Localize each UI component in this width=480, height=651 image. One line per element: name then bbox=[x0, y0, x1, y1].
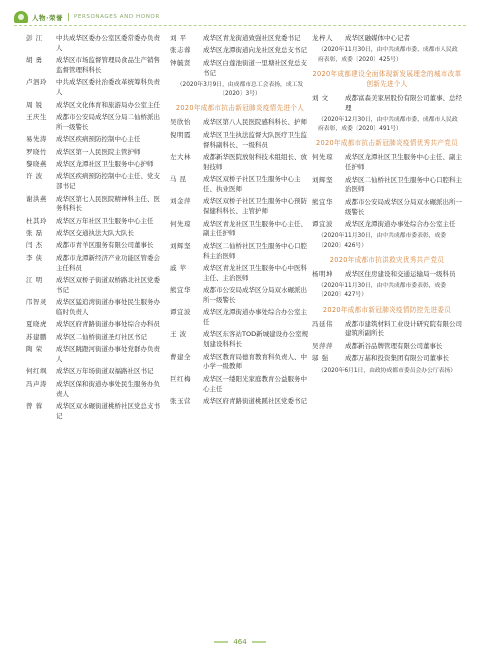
honoree-entry bbox=[170, 353, 310, 373]
honoree-position: 成华区保和街道办事处民生服务办负责人 bbox=[56, 379, 160, 398]
honoree-entry bbox=[26, 78, 162, 98]
column-2 bbox=[170, 34, 310, 409]
honoree-entry bbox=[26, 380, 162, 400]
honoree-position: 中共成华区委办公室区委常委办负责人 bbox=[56, 34, 160, 52]
honoree-entry bbox=[26, 402, 162, 422]
honoree-entry bbox=[312, 176, 462, 196]
honoree-position: 成华区教育局德育教育科负责人、中小学一级教师 bbox=[203, 352, 307, 371]
honoree-name: 张 磊 bbox=[26, 229, 43, 238]
honoree-entry bbox=[170, 118, 310, 128]
honoree-position: 成华区龙潭社区卫生服务中心护师 bbox=[56, 159, 154, 168]
honoree-entry bbox=[26, 367, 162, 377]
honoree-name: 苏建鹏 bbox=[26, 332, 47, 341]
honoree-name: 吴欣怡 bbox=[170, 118, 191, 127]
honoree-name: 黎晓燕 bbox=[26, 159, 47, 168]
honoree-name: 熊宜华 bbox=[312, 197, 333, 206]
honoree-position: 成华区卫生执法监督大队医疗卫生监督科副科长、一级科员 bbox=[203, 130, 307, 149]
honoree-entry bbox=[26, 148, 162, 158]
honoree-name: 罗晓竹 bbox=[26, 147, 47, 156]
honoree-position: 成华区融媒体中心记者 bbox=[345, 34, 410, 42]
honoree-entry bbox=[26, 229, 162, 239]
honoree-name: 杜其玲 bbox=[26, 216, 47, 225]
honoree-position: 成都市公安局成华区分局双水碾派出所一级警长 bbox=[345, 197, 462, 216]
honoree-position: 成华区市场监督管理局食品生产销售监督管理科科长 bbox=[56, 56, 160, 74]
honoree-name: 冯声涛 bbox=[26, 379, 47, 388]
honoree-position: 成都市公安局成华区分局二仙桥派出所一级警长 bbox=[56, 112, 160, 131]
honoree-list-2a bbox=[170, 34, 310, 78]
honoree-name: 张志蓉 bbox=[170, 46, 191, 55]
honoree-position: 成都新华医院放射科技术组组长、放射技师 bbox=[203, 152, 307, 171]
honoree-entry bbox=[170, 175, 310, 195]
honoree-name: 龙梓人 bbox=[312, 34, 333, 42]
honoree-list-3b bbox=[312, 94, 462, 114]
honoree-name: 李 侠 bbox=[26, 253, 43, 262]
honoree-name: 钟毓贤 bbox=[170, 58, 191, 67]
section-title: 2020年成都建设全面体现新发展理念的城市改革创新先进个人 bbox=[312, 69, 462, 88]
honoree-list-3c bbox=[312, 153, 462, 229]
honoree-entry bbox=[312, 220, 462, 230]
honoree-name: 许 波 bbox=[26, 172, 43, 181]
honoree-position: 成华区第八人民医院感科科长、护师 bbox=[203, 118, 307, 127]
honoree-position: 成华区白莲池街道一里塘社区党总支书记 bbox=[203, 58, 307, 77]
honoree-entry bbox=[170, 286, 310, 306]
honoree-position: 成华区双桥子社区卫生服务中心预防保健科科长、主管护师 bbox=[203, 197, 307, 216]
honoree-position: 成华区跳蹬河街道办事处党群办负责人 bbox=[56, 345, 160, 363]
honoree-entry bbox=[312, 198, 462, 218]
honoree-list-3a bbox=[312, 34, 462, 44]
honoree-entry bbox=[170, 375, 310, 395]
honoree-entry bbox=[170, 264, 310, 284]
honoree-name: 王庆生 bbox=[26, 112, 47, 121]
honoree-entry bbox=[26, 101, 162, 111]
honoree-name: 刘金萍 bbox=[170, 197, 191, 206]
honoree-name: 江 明 bbox=[26, 276, 43, 285]
honoree-entry bbox=[312, 34, 462, 44]
honoree-entry bbox=[170, 330, 310, 350]
section-title: 2020年成都市新冠肺炎疫情防控先进委员 bbox=[322, 305, 452, 314]
honoree-position: 成华区疾病预防控制中心主任 bbox=[56, 135, 141, 144]
page-footer bbox=[0, 628, 480, 647]
honoree-name: 熊宜华 bbox=[170, 286, 191, 295]
honoree-entry bbox=[26, 160, 162, 170]
award-note: （2020年3月9日，由成都市总工会表扬，成工发〔2020〕3号） bbox=[176, 81, 304, 98]
page-number: 464 bbox=[233, 638, 247, 646]
honoree-position: 成华区二仙桥社区卫生服务中心口腔科主治医师 bbox=[203, 241, 307, 260]
award-note: （2020年6月1日，由政协成都市委员会办公厅表扬） bbox=[318, 367, 457, 374]
honoree-entry bbox=[170, 397, 310, 407]
honoree-position: 成都万基和投资集团有限公司董事长 bbox=[345, 354, 449, 363]
honoree-entry bbox=[312, 354, 462, 364]
honoree-entry bbox=[170, 34, 310, 44]
honoree-entry bbox=[26, 345, 162, 365]
honoree-position: 中共成华区委社治委改革统筹科负责人 bbox=[56, 78, 160, 97]
honoree-name: 冯延伟 bbox=[312, 319, 333, 328]
honoree-position: 成华区万年场街道双福路社区书记 bbox=[56, 367, 154, 376]
honoree-name: 巨红梅 bbox=[170, 374, 191, 383]
honoree-name: 张玉营 bbox=[170, 397, 191, 406]
honoree-position: 成华区龙潭街道办事处综合办公室主任 bbox=[345, 219, 456, 228]
honoree-position: 成都市青羊区服务有限公司董事长 bbox=[56, 241, 154, 250]
honoree-entry bbox=[170, 131, 310, 151]
honoree-position: 成华区双桥子街道双桥路北社区党委书记 bbox=[56, 276, 160, 294]
honoree-position: 成华区文化体育和旅游局办公室主任 bbox=[56, 100, 160, 109]
honoree-entry bbox=[26, 254, 162, 274]
honoree-name: 邬 强 bbox=[312, 354, 329, 363]
header-rule bbox=[14, 25, 466, 26]
honoree-position: 成华区青龙社区卫生服务中心主任、副主任护师 bbox=[203, 219, 307, 238]
honoree-entry bbox=[26, 34, 162, 54]
honoree-entry bbox=[312, 94, 462, 114]
column-1 bbox=[26, 34, 162, 424]
page-bar-right bbox=[252, 641, 266, 643]
honoree-list-1 bbox=[26, 34, 162, 422]
honoree-name: 何先琼 bbox=[170, 219, 191, 228]
honoree-entry bbox=[26, 298, 162, 318]
honoree-entry bbox=[26, 113, 162, 133]
honoree-entry bbox=[312, 270, 462, 280]
honoree-position: 成华区青龙街道致强社区党委书记 bbox=[203, 34, 301, 42]
honoree-name: 陶 荣 bbox=[26, 345, 43, 354]
honoree-position: 成华区龙潭街道向龙社区党总支书记 bbox=[203, 46, 307, 55]
honoree-position: 成华区第一人民医院主管护师 bbox=[56, 147, 141, 156]
honoree-list-3d bbox=[312, 270, 462, 280]
section-title: 2020年成都市抗击新冠肺炎疫情先进个人 bbox=[175, 104, 305, 113]
honoree-name: 谭宜波 bbox=[170, 308, 191, 317]
honoree-entry bbox=[26, 241, 162, 251]
honoree-position: 成华区住房建设和交通运输局一级科员 bbox=[345, 269, 456, 278]
honoree-entry bbox=[312, 342, 462, 352]
award-note: （2020年11月30日，由中共成都市委表彰，成委〔2020〕426号） bbox=[318, 233, 447, 249]
award-note: （2020年11月30日，由中共成都市委表彰，成委〔2020〕427号） bbox=[318, 283, 447, 299]
header-subtitle: PERSONAGES AND HONOR bbox=[73, 14, 160, 20]
honoree-position: 成华区交通执法大队大队长 bbox=[56, 229, 134, 238]
honoree-entry bbox=[170, 242, 310, 262]
honoree-name: 刘 文 bbox=[312, 93, 329, 102]
honoree-list-3e bbox=[312, 320, 462, 364]
honoree-name: 何先琼 bbox=[312, 153, 333, 162]
honoree-entry bbox=[170, 153, 310, 173]
honoree-position: 成华区万年社区卫生服务中心主任 bbox=[56, 216, 154, 225]
honoree-entry bbox=[170, 220, 310, 240]
honoree-name: 闫 杰 bbox=[26, 241, 43, 250]
honoree-name: 刘辉坚 bbox=[170, 241, 191, 250]
honoree-name: 谢洪燕 bbox=[26, 194, 47, 203]
honoree-position: 成华区一缕阳光家庭教育公益服务中心主任 bbox=[203, 374, 307, 393]
honoree-name: 戚 苹 bbox=[170, 263, 187, 272]
honoree-name: 何红飒 bbox=[26, 367, 47, 376]
honoree-position: 成华区二仙桥社区卫生服务中心口腔科主治医师 bbox=[345, 175, 462, 194]
honoree-entry bbox=[26, 320, 162, 330]
honoree-name: 胡 勇 bbox=[26, 56, 43, 65]
header-title: 人物·荣誉 bbox=[32, 13, 63, 22]
honoree-name: 左大林 bbox=[170, 152, 191, 161]
honoree-position: 成都富森美家居股份有限公司董事、总经理 bbox=[345, 93, 462, 112]
honoree-entry bbox=[26, 276, 162, 296]
honoree-entry bbox=[170, 197, 310, 217]
header-divider bbox=[68, 13, 69, 21]
honoree-name: 马 昆 bbox=[170, 175, 187, 184]
honoree-position: 成华区青龙社区卫生服务中心中医科主任、主治医师 bbox=[203, 263, 307, 282]
award-note: （2020年12月30日，由中共成都市委、成都市人民政府表彰，成委〔2020〕491号） bbox=[318, 116, 458, 133]
honoree-position: 成华区二仙桥街道圣灯社区书记 bbox=[56, 332, 147, 341]
honoree-position: 成华区府青路街道办事处综合办科员 bbox=[56, 320, 160, 329]
honoree-name: 曹建全 bbox=[170, 352, 191, 361]
honoree-position: 成都市建筑材料工业设计研究院有限公司建筑所副所长 bbox=[345, 319, 462, 338]
honoree-name: 夏晓虎 bbox=[26, 320, 47, 329]
honoree-entry bbox=[26, 135, 162, 145]
section-title: 2020年成都市抗击新冠肺炎疫情优秀共产党员 bbox=[315, 139, 459, 148]
honoree-entry bbox=[170, 308, 310, 328]
honoree-name: 刘 平 bbox=[170, 34, 187, 42]
honoree-name: 易先涛 bbox=[26, 135, 47, 144]
honoree-position: 成华区东客站TOD新城建设办公室规划建设科科长 bbox=[203, 330, 309, 349]
page-header bbox=[14, 10, 466, 24]
honoree-entry bbox=[312, 320, 462, 340]
award-note: （2020年11月30日，由中共成都市委、成都市人民政府表彰，成委〔2020〕425号） bbox=[318, 47, 458, 63]
honoree-name: 邝智灵 bbox=[26, 298, 47, 307]
honoree-position: 成华区疾病预防控制中心主任、党支部书记 bbox=[56, 172, 160, 191]
honoree-position: 成华区双桥子社区卫生服务中心主任、执业医师 bbox=[203, 175, 301, 193]
honoree-name: 彭 江 bbox=[26, 34, 43, 42]
honoree-name: 吴萍萍 bbox=[312, 341, 333, 350]
honoree-position: 成华区第七人民医院精神科主任、医务科科长 bbox=[56, 194, 160, 213]
honoree-name: 倪明霞 bbox=[170, 130, 191, 139]
honoree-name: 刘辉坚 bbox=[312, 175, 333, 184]
honoree-entry bbox=[170, 59, 310, 79]
honoree-position: 成都市龙潭新经济产业功能区管委会主任科员 bbox=[56, 253, 160, 272]
honoree-name: 卢泗玲 bbox=[26, 78, 47, 87]
honoree-entry bbox=[312, 153, 462, 173]
section-title: 2020年成都市抗洪救灾优秀共产党员 bbox=[329, 255, 445, 264]
honoree-entry bbox=[170, 46, 310, 56]
honoree-position: 成华区府青路街道桃蹊社区党委书记 bbox=[203, 397, 307, 406]
honoree-name: 曾 蓉 bbox=[26, 401, 43, 410]
honoree-name: 杨明坤 bbox=[312, 269, 333, 278]
column-3 bbox=[312, 34, 462, 379]
honoree-name: 王 波 bbox=[170, 330, 187, 339]
honoree-name: 谭宜波 bbox=[312, 219, 333, 228]
leaf-logo-icon bbox=[14, 11, 28, 23]
honoree-position: 成华区猛追湾街道办事处民生服务办临时负责人 bbox=[56, 298, 160, 317]
honoree-name: 周 锐 bbox=[26, 100, 43, 109]
honoree-entry bbox=[26, 172, 162, 192]
honoree-entry bbox=[26, 195, 162, 215]
honoree-position: 成华区双水碾街道桃桥社区党总支书记 bbox=[56, 401, 160, 420]
honoree-position: 成都新谷品牌管理有限公司董事长 bbox=[345, 341, 443, 350]
honoree-entry bbox=[26, 217, 162, 227]
honoree-position: 成华区龙潭社区卫生服务中心主任、副主任护师 bbox=[345, 153, 462, 172]
honoree-entry bbox=[26, 56, 162, 76]
page-bar-left bbox=[214, 641, 228, 643]
honoree-position: 成都市公安局成华区分局双水碾派出所一级警长 bbox=[203, 286, 307, 304]
honoree-list-2b bbox=[170, 118, 310, 406]
honoree-entry bbox=[26, 333, 162, 343]
page-number-group bbox=[209, 638, 270, 646]
honoree-position: 成华区龙潭街道办事处综合办公室主任 bbox=[203, 308, 307, 327]
